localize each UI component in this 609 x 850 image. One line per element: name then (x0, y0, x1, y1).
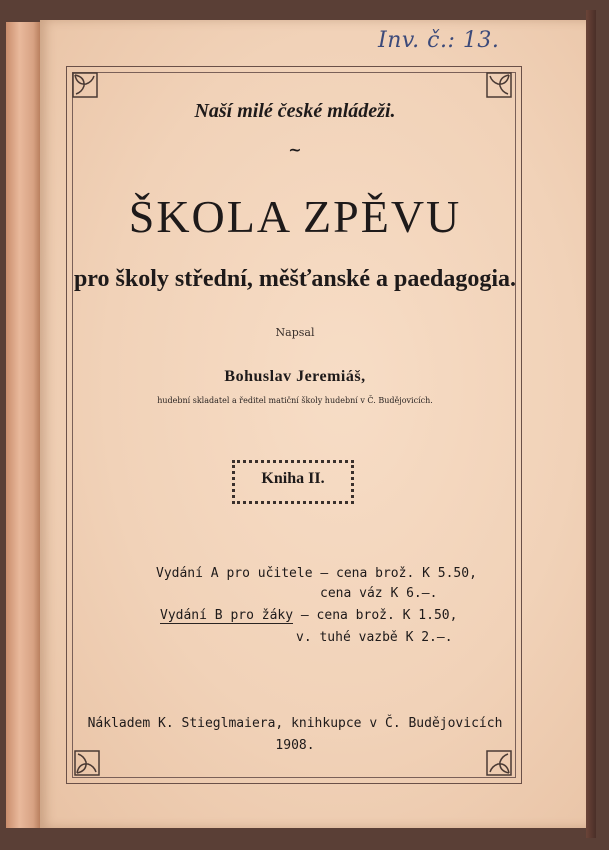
corner-ornament-icon (486, 72, 512, 98)
publication-year: 1908. (275, 738, 315, 753)
page-edge (586, 10, 596, 838)
decorative-border-inner (72, 72, 516, 778)
edition-b-bound-price: v. tuhé vazbě K 2.—. (296, 630, 453, 645)
edition-b-line (160, 608, 457, 623)
corner-ornament-icon (72, 72, 98, 98)
corner-ornament-icon (74, 750, 100, 776)
edition-b-label: Vydání B pro žáky (160, 608, 294, 623)
book-spine (6, 22, 41, 828)
edition-b-price: — cena brož. K 1.50, (293, 608, 458, 623)
ornament-swirl-icon: ~ (288, 140, 302, 159)
author-name: Bohuslav Jeremiáš, (224, 368, 366, 385)
book-subtitle: pro školy střední, měšťanské a paedagogia. (73, 266, 517, 292)
author-description: hudební skladatel a ředitel matiční školy hudební v Č. Budějovicích. (157, 396, 433, 405)
corner-ornament-icon (486, 750, 512, 776)
by-label: Napsal (275, 326, 315, 339)
edition-a-bound-price: cena váz K 6.—. (320, 586, 438, 601)
volume-label: Kniha II. (261, 470, 325, 487)
handwritten-inventory-note: Inv. č.: 13. (378, 28, 500, 53)
dedication: Naší milé české mládeži. (194, 100, 396, 122)
book-title: ŠKOLA ZPĚVU (128, 191, 462, 242)
publisher: Nákladem K. Stieglmaiera, knihkupce v Č. Budějovicích (87, 716, 503, 731)
edition-a-line: Vydání A pro učitele — cena brož. K 5.50, (156, 566, 477, 581)
